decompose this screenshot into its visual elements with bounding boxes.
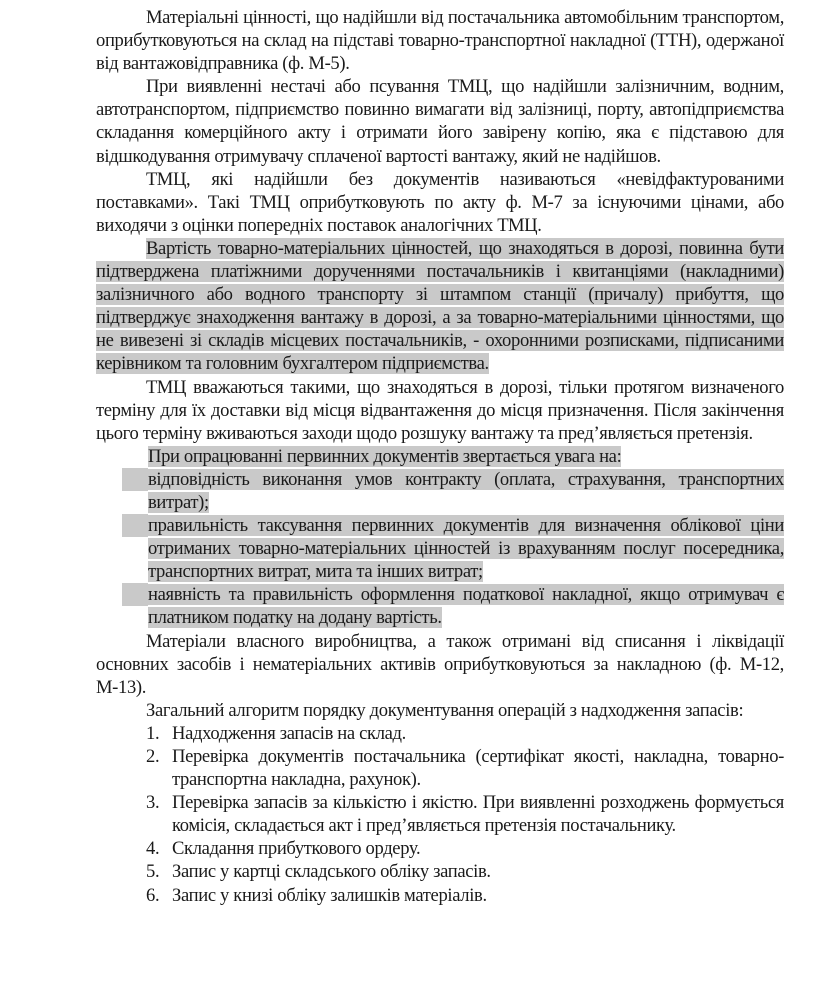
algorithm-step	[96, 791, 784, 837]
algorithm-step	[96, 722, 784, 745]
check-list-item	[96, 583, 784, 629]
step-number: 1.	[146, 722, 160, 744]
step-text: Складання прибуткового ордеру.	[172, 838, 421, 860]
check-list-intro	[96, 445, 784, 468]
highlighted-text: відповідність виконання умов контракту (оплата, страхування, транспортних витрат);	[148, 468, 784, 513]
hidden-bullet-marker	[122, 514, 148, 537]
paragraph-algorithm-intro: Загальний алгоритм порядку документування операцій з надходження запасів:	[146, 699, 744, 721]
paragraph-own-production: Матеріали власного виробництва, а також отримані від списання і ліквідації основних засобів і нематеріальних активів оприбутковуються за накладною (ф. М-12, М-13).	[96, 630, 784, 698]
check-list	[96, 445, 784, 630]
highlighted-text: При опрацюванні первинних документів звертається увага на:	[148, 445, 622, 467]
paragraph-shortage: При виявленні нестачі або псування ТМЦ, що надійшли залізничним, водним, автотранспортом, підприємство повинно вимагати від залізниці, порту, автопідприємства складання комерційного акту і отримати його завірену копію, яка є підставою для відшкодування отримувачу сплаченої вартості вантажу, який не надійшов.	[96, 76, 784, 167]
algorithm-step	[96, 860, 784, 883]
algorithm-step	[96, 837, 784, 860]
step-number: 4.	[146, 838, 160, 860]
paragraph-in-transit-term: ТМЦ вважаються такими, що знаходяться в дорозі, тільки протягом визначеного терміну для їх доставки від місця відвантаження до місця призначення. Після закінчення цього терміну вживаються заходи щодо розшуку вантажу та пред’являється претензія.	[96, 376, 784, 444]
step-number: 2.	[146, 746, 160, 767]
paragraph-in-transit-value	[96, 237, 784, 376]
highlighted-text: наявність та правильність оформлення податкової накладної, якщо отримувач є платником податку на додану вартість.	[148, 584, 784, 629]
paragraph-uninvoiced: ТМЦ, які надійшли без документів називаються «невідфактурованими поставками». Такі ТМЦ оприбутковують по акту ф. М-7 за існуючими цінами, або виходячи з оцінки попередніх поставок аналогічних ТМЦ.	[96, 168, 784, 236]
hidden-bullet-marker	[122, 583, 148, 606]
step-text: Надходження запасів на склад.	[172, 722, 406, 744]
algorithm-step	[96, 884, 784, 907]
highlighted-text: правильність таксування первинних документів для визначення облікової ціни отриманих товарно-матеріальних цінностей із врахуванням послуг посередника, транспортних витрат, мита та інших витрат;	[148, 515, 784, 583]
document-page	[96, 6, 784, 907]
check-list-item	[96, 514, 784, 583]
algorithm-step	[96, 745, 784, 791]
check-list-item	[96, 468, 784, 514]
step-text: Запис у картці складського обліку запасів.	[172, 861, 491, 883]
step-text: Перевірка документів постачальника (сертифікат якості, накладна, товарно-транспортна накладна, рахунок).	[172, 746, 784, 791]
step-number: 5.	[146, 861, 160, 883]
algorithm-steps-list	[96, 722, 784, 907]
step-text: Перевірка запасів за кількістю і якістю. При виявленні розходжень формується комісія, складається акт і пред’являється претензія постачальнику.	[172, 792, 784, 837]
step-number: 3.	[146, 792, 160, 814]
highlighted-text: Вартість товарно-матеріальних цінностей, що знаходяться в дорозі, повинна бути підтверджена платіжними дорученнями постачальників і квитанціями (накладними) залізничного або водного транспорту зі штампом станції (причалу) прибуття, що підтверджує знаходження вантажу в дорозі, а за товарно-матеріальними цінностями, що не вивезені зі складів місцевих постачальників, - охоронними розписками, підписаними керівником та головним бухгалтером підприємства.	[96, 237, 784, 375]
step-text: Запис у книзі обліку залишків матеріалів.	[172, 884, 487, 906]
step-number: 6.	[146, 884, 160, 906]
hidden-bullet-marker	[122, 468, 148, 491]
paragraph-auto-transport: Матеріальні цінності, що надійшли від постачальника автомобільним транспортом, оприбутковуються на склад на підставі товарно-транспортної накладної (ТТН), одержаної від вантажовідправника (ф. М-5).	[96, 7, 784, 75]
